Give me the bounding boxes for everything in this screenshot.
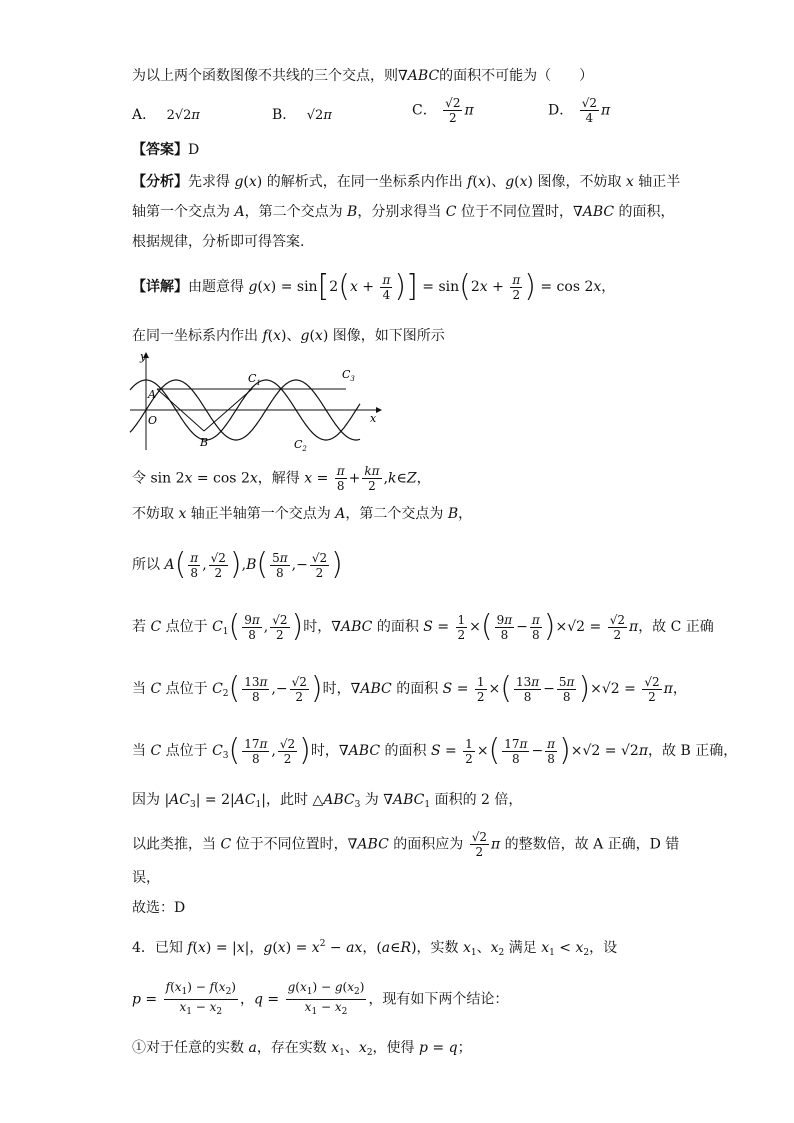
c3-line: 当 C 点位于 $C_3$( $\frac{17\pi}{8}$ , $\frac{√2}{2}$ )时，∇ABC 的面积 S = $\frac{1}{2}$ ×( $\frac{17\pi}{8}$ − $\frac{\pi}{8}$ )×√2 = √2π，故 B 正确， [132, 733, 738, 768]
answer-label: 【答案】 [132, 142, 188, 158]
q4-conclusion-1: ①对于任意的实数 a，存在实数 $x_1$、$x_2$，使得 p = q； [132, 1040, 472, 1058]
solve-line: 令 sin 2x = cos 2x，解得 x = $\frac{\pi}{8}$ + $\frac{k\pi}{2}$ ,k∈Z， [132, 464, 431, 493]
label-o: O [148, 414, 158, 427]
choice-c: C． $\frac{√2}{2}$ π [412, 96, 474, 125]
choice-a: A． 2√2π [132, 107, 200, 123]
label-x: x [370, 412, 377, 425]
label-a: A [148, 388, 156, 401]
answer-value: D [188, 142, 200, 158]
function-graph [128, 352, 383, 452]
graph-intro: 在同一坐标系内作出 f(x)、g(x) 图像，如下图所示 [132, 328, 445, 344]
q4-stem-line-2: p = $\frac{f(x_1) - f(x_2)}{x_1 - x_2}$ ，q = $\frac{g(x_1) - g(x_2)}{x_1 - x_2}$ ，现有如下两个结论： [132, 980, 509, 1017]
choice-b: B． √2π [272, 107, 332, 123]
question-stem: 为以上两个函数图像不共线的三个交点，则∇ABC的面积不可能为（ ） [132, 68, 594, 84]
label-c1: $C_1$ [248, 372, 261, 387]
analysis-line-1: 【分析】先求得 g(x) 的解析式，在同一坐标系内作出 f(x)、g(x) 图像，不妨取 x 轴正半 [132, 174, 681, 190]
answer-line [132, 140, 199, 160]
analysis-line-3: 根据规律，分析即可得答案. [132, 234, 305, 250]
because-line: 因为 $|AC_3| = 2|AC_1|$，此时 $\triangle ABC_3$ 为 $\nabla ABC_1$ 面积的 2 倍， [132, 792, 523, 810]
analogy-line-2: 误， [132, 870, 160, 886]
points-line: 所以 A( $\frac{\pi}{8}$ , $\frac{√2}{2}$ ),B( $\frac{5\pi}{8}$ ,− $\frac{√2}{2}$ ) [132, 547, 343, 582]
label-c3: $C_3$ [342, 368, 355, 383]
assume-line: 不妨取 x 轴正半轴第一个交点为 A，第二个交点为 B， [132, 506, 473, 522]
detail-line-1: 【详解】由题意得 g(x) = sin[2(x + $\frac{\pi}{4}$ )] = sin(2x + $\frac{\pi}{2}$ ) = cos 2x， [132, 269, 616, 304]
choose-line: 故选：D [132, 900, 186, 916]
c1-line: 若 C 点位于 $C_1$( $\frac{9\pi}{8}$ , $\frac{√2}{2}$ )时，∇ABC 的面积 S = $\frac{1}{2}$ ×( $\frac{9\pi}{8}$ − $\frac{\pi}{8}$ )×√2 = $\frac{√2}{2}$ π，故 C 正确 [132, 609, 714, 644]
analysis-line-2: 轴第一个交点为 A，第二个交点为 B，分别求得当 C 位于不同位置时，∇ABC 的面积， [132, 204, 675, 220]
label-b: B [200, 436, 209, 449]
label-c2: $C_2$ [294, 438, 307, 452]
q4-stem-line-1: 4．已知 f(x) = |x|，$g(x) = x^2$ − ax，(a∈R)，实数 $x_1$、$x_2$ 满足 $x_1 < x_2$，设 [132, 939, 618, 958]
c2-line: 当 C 点位于 $C_2$( $\frac{13\pi}{8}$ ,− $\frac{√2}{2}$ )时，∇ABC 的面积 S = $\frac{1}{2}$ ×( $\frac{13\pi}{8}$ − $\frac{5\pi}{8}$ )×√2 = $\frac{√2}{2}$ π， [132, 671, 687, 706]
analogy-line-1: 以此类推，当 C 位于不同位置时，∇ABC 的面积应为 $\frac{√2}{2}$ π 的整数倍，故 A 正确，D 错 [132, 830, 680, 859]
x-axis-arrow [376, 407, 382, 413]
label-y: y [140, 352, 147, 363]
choice-d: D． $\frac{√2}{4}$ π [548, 96, 611, 125]
